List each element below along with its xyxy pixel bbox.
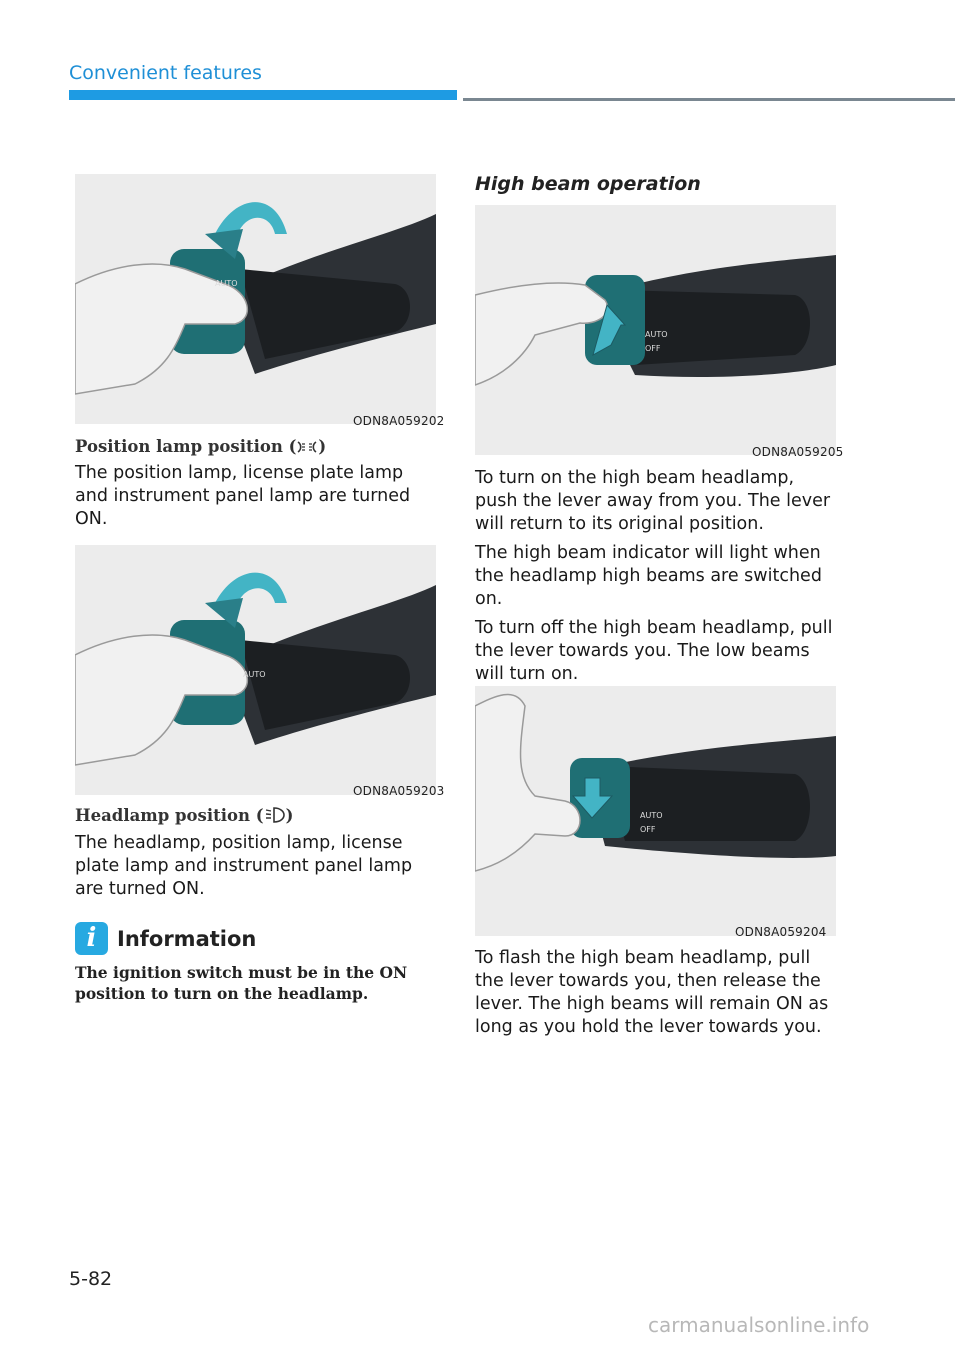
information-title: Information [117, 927, 257, 951]
high-beam-para-1: To turn on the high beam headlamp, push the lever away from you. The lever will return to its original position. [475, 468, 831, 534]
headlamp-body: The headlamp, position lamp, license plate lamp and instrument panel lamp are turned ON. [75, 833, 413, 899]
high-beam-text [475, 467, 835, 692]
information-body: The ignition switch must be in the ON position to turn on the headlamp. [75, 963, 408, 1003]
flash-para: To flash the high beam headlamp, pull the lever towards you, then release the lever. The high beams will remain ON as long as you hold the lever towards you. [475, 948, 829, 1037]
figure-code: ODN8A059203 [353, 784, 445, 798]
lever-label-off: OFF [640, 825, 656, 834]
lever-label-off: OFF [645, 344, 661, 353]
high-beam-para-3: To turn off the high beam headlamp, pull the lever towards you. The low beams will turn on. [475, 618, 833, 684]
figure-code: ODN8A059204 [735, 925, 827, 939]
high-beam-para-2: The high beam indicator will light when the headlamp high beams are switched on. [475, 543, 822, 609]
flash-text [475, 947, 835, 1045]
lever-label-auto: AUTO [640, 811, 663, 820]
headlamp-heading: Headlamp position ( ) [75, 806, 293, 828]
position-lamp-heading: Position lamp position ( ) [75, 437, 326, 459]
position-lamp-body: The position lamp, license plate lamp and instrument panel lamp are turned ON. [75, 463, 411, 529]
lever-label-auto: AUTO [645, 330, 668, 339]
figure-code: ODN8A059202 [353, 414, 445, 428]
high-beam-heading: High beam operation [475, 173, 701, 195]
svg-text:AUTO: AUTO [215, 279, 238, 288]
information-icon: i [75, 922, 108, 955]
svg-text:AUTO: AUTO [243, 670, 266, 679]
watermark: carmanualsonline.info [648, 1313, 870, 1337]
headlamp-icon [264, 806, 286, 828]
figure-headlamp [75, 545, 436, 795]
figure-high-beam-flash [475, 686, 836, 936]
header-rule [463, 98, 955, 101]
figure-code: ODN8A059205 [752, 445, 844, 459]
section-title: Convenient features [69, 62, 262, 84]
header-rule-accent [69, 90, 457, 100]
position-lamp-icon [296, 439, 318, 459]
page-number: 5-82 [69, 1268, 113, 1290]
figure-position-lamp [75, 174, 436, 424]
figure-high-beam-push [475, 205, 836, 455]
